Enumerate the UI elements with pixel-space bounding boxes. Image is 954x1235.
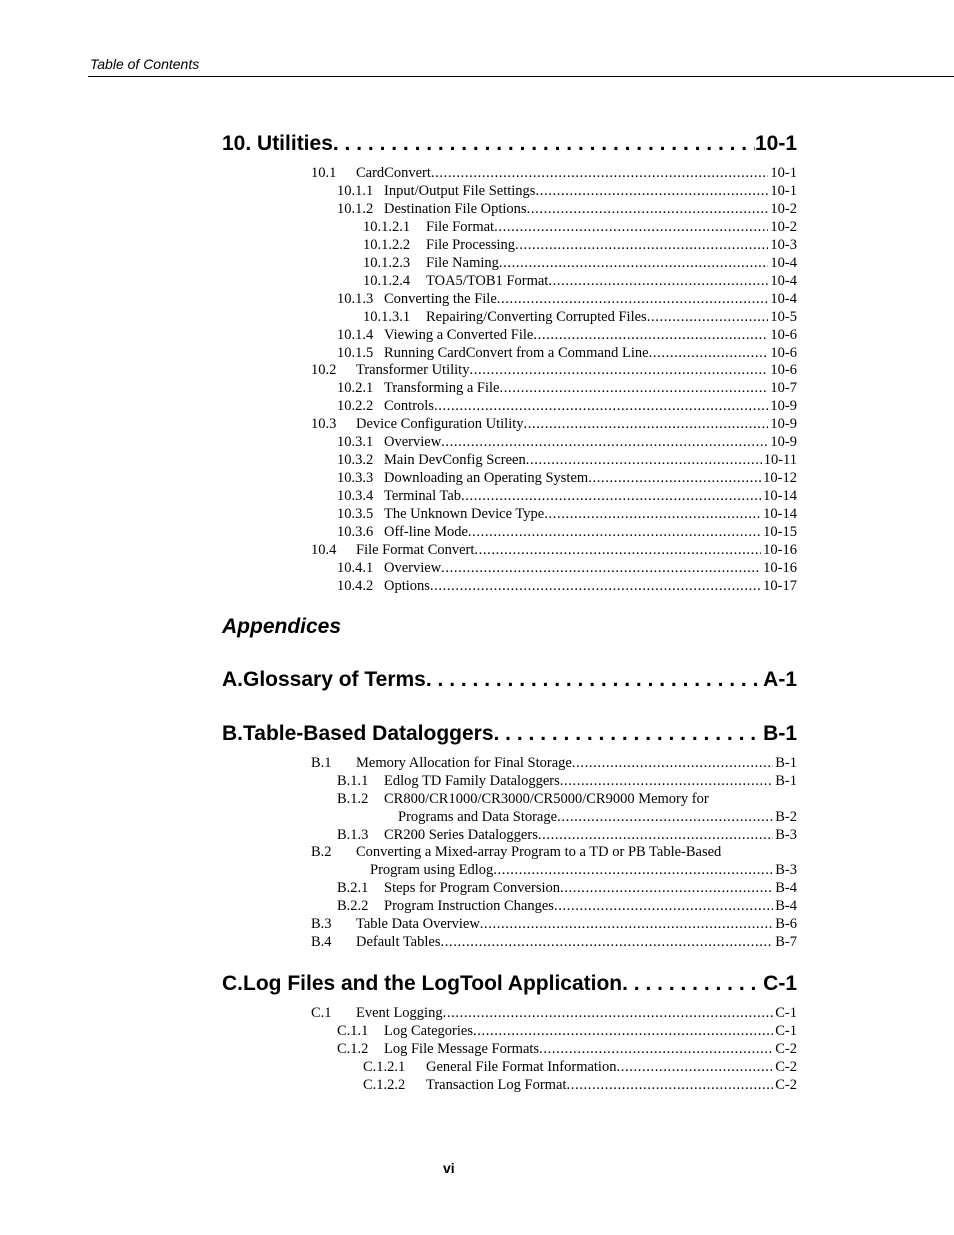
entry-page: 10-11 xyxy=(763,452,797,468)
entry-page: 10-9 xyxy=(770,416,797,432)
entry-page: 10-14 xyxy=(763,506,797,522)
leader-dots xyxy=(473,1022,773,1040)
entry-number: B.2.2 xyxy=(337,898,369,914)
entry-title: File Processing xyxy=(426,237,516,253)
entry-number: 10.4.1 xyxy=(337,560,374,576)
toc-entry[interactable] xyxy=(337,344,797,362)
leader-dots xyxy=(649,344,769,362)
entry-page: B-4 xyxy=(775,880,797,896)
toc-entry[interactable] xyxy=(337,397,797,415)
toc-entry[interactable] xyxy=(337,290,797,308)
entry-title: Transforming a File xyxy=(384,380,500,396)
leader-dots xyxy=(494,721,764,747)
leader-dots xyxy=(539,1040,773,1058)
entry-page: B-7 xyxy=(775,934,797,950)
entry-page: C-1 xyxy=(775,1023,797,1039)
leader-dots xyxy=(622,971,763,997)
toc-entry[interactable] xyxy=(337,897,797,915)
appendix-title: Log Files and the LogTool Application xyxy=(243,972,623,995)
entry-title: Controls xyxy=(384,398,434,414)
toc-entry[interactable] xyxy=(311,361,797,379)
entry-page: B-4 xyxy=(775,898,797,914)
leader-dots xyxy=(497,290,769,308)
appendix-page: C-1 xyxy=(763,972,797,995)
entry-number: 10.3.2 xyxy=(337,452,374,468)
entry-page: 10-2 xyxy=(770,201,797,217)
entry-title: Steps for Program Conversion xyxy=(384,880,560,896)
leader-dots xyxy=(544,505,761,523)
leader-dots xyxy=(499,379,768,397)
toc-entry[interactable] xyxy=(337,772,797,790)
leader-dots xyxy=(548,272,768,290)
entry-title-continued: Program using Edlog xyxy=(370,862,494,878)
entry-title: Log File Message Formats xyxy=(384,1041,540,1057)
entry-page: 10-9 xyxy=(770,398,797,414)
entry-number: 10.2 xyxy=(311,362,337,378)
entry-page: 10-4 xyxy=(770,255,797,271)
leader-dots xyxy=(493,861,773,879)
entry-page: B-2 xyxy=(775,809,797,825)
toc-entry[interactable] xyxy=(337,451,797,469)
entry-title: Options xyxy=(384,578,430,594)
toc-entry[interactable] xyxy=(363,1076,797,1094)
entry-page: 10-1 xyxy=(770,183,797,199)
entry-title: Log Categories xyxy=(384,1023,473,1039)
entry-page: 10-4 xyxy=(770,291,797,307)
chapter-page: 10-1 xyxy=(754,132,797,155)
entry-page: B-3 xyxy=(775,862,797,878)
entry-title: Input/Output File Settings xyxy=(384,183,536,199)
entry-title: Converting the File xyxy=(384,291,497,307)
entry-page: 10-6 xyxy=(770,327,797,343)
toc-entry[interactable] xyxy=(337,200,797,218)
entry-page: 10-9 xyxy=(770,434,797,450)
entry-title: File Format Convert xyxy=(356,542,475,558)
entry-number: 10.1.2.1 xyxy=(363,219,411,235)
running-header: Table of Contents xyxy=(90,56,200,72)
leader-dots xyxy=(616,1058,773,1076)
toc-entry[interactable] xyxy=(337,469,797,487)
entry-number: 10.3.3 xyxy=(337,470,374,486)
entry-title: Device Configuration Utility xyxy=(356,416,524,432)
toc-entry[interactable] xyxy=(337,182,797,200)
leader-dots xyxy=(434,397,768,415)
appendix-heading[interactable] xyxy=(222,971,797,997)
appendix-page: B-1 xyxy=(763,722,797,745)
leader-dots xyxy=(526,451,762,469)
leader-dots xyxy=(443,1004,774,1022)
appendix-letter: B. xyxy=(222,722,243,745)
entry-number: B.1.3 xyxy=(337,827,369,843)
toc-entry[interactable] xyxy=(363,308,797,326)
entry-page: C-2 xyxy=(775,1059,797,1075)
entry-title: Destination File Options xyxy=(384,201,527,217)
entry-number: C.1.2.2 xyxy=(363,1077,406,1093)
toc-entry[interactable] xyxy=(311,754,797,772)
leader-dots xyxy=(524,415,769,433)
entry-number: 10.1.3 xyxy=(337,291,374,307)
entry-page: B-6 xyxy=(775,916,797,932)
entry-page: C-2 xyxy=(775,1041,797,1057)
entry-title: Converting a Mixed-array Program to a TD or PB Table-Based xyxy=(356,844,722,860)
leader-dots xyxy=(515,236,768,254)
entry-number: 10.3.1 xyxy=(337,434,374,450)
entry-number: B.3 xyxy=(311,916,332,932)
entry-page: 10-4 xyxy=(770,273,797,289)
entry-page: 10-5 xyxy=(770,309,797,325)
toc-entry[interactable] xyxy=(311,1004,797,1022)
toc-entry[interactable] xyxy=(337,1040,797,1058)
toc-entry[interactable] xyxy=(311,915,797,933)
entry-number: B.1.2 xyxy=(337,791,369,807)
entry-number: B.2.1 xyxy=(337,880,369,896)
appendix-page: A-1 xyxy=(763,668,797,691)
entry-page: B-3 xyxy=(775,827,797,843)
entry-page: 10-16 xyxy=(763,560,797,576)
leader-dots xyxy=(461,487,761,505)
entry-title: Program Instruction Changes xyxy=(384,898,554,914)
toc-entry-continuation[interactable] xyxy=(398,808,797,826)
entry-page: 10-15 xyxy=(763,524,797,540)
leader-dots xyxy=(494,218,768,236)
toc-entry[interactable] xyxy=(337,326,797,344)
entry-title: File Format xyxy=(426,219,495,235)
toc-entry[interactable] xyxy=(337,487,797,505)
entry-title-continued: Programs and Data Storage xyxy=(398,809,558,825)
toc-entry[interactable] xyxy=(337,433,797,451)
entry-page: C-1 xyxy=(775,1005,797,1021)
entry-number: 10.1.4 xyxy=(337,327,374,343)
toc-entry[interactable] xyxy=(337,559,797,577)
leader-dots xyxy=(426,667,763,693)
entry-number: 10.1.2 xyxy=(337,201,374,217)
leader-dots xyxy=(557,808,773,826)
entry-number: C.1.2 xyxy=(337,1041,369,1057)
leader-dots xyxy=(431,164,769,182)
toc-entry[interactable] xyxy=(337,826,797,844)
toc-entry[interactable] xyxy=(337,577,797,595)
leader-dots xyxy=(566,1076,773,1094)
leader-dots xyxy=(469,361,768,379)
entry-number: 10.2.1 xyxy=(337,380,374,396)
entry-number: 10.3.4 xyxy=(337,488,374,504)
entry-number: C.1.1 xyxy=(337,1023,369,1039)
entry-title: Overview xyxy=(384,560,442,576)
entry-number: 10.1.1 xyxy=(337,183,374,199)
entry-title: TOA5/TOB1 Format xyxy=(426,273,549,289)
entry-page: 10-3 xyxy=(770,237,797,253)
page-number: vi xyxy=(443,1160,455,1176)
leader-dots xyxy=(533,326,768,344)
entry-title: Main DevConfig Screen xyxy=(384,452,526,468)
entry-number: B.1 xyxy=(311,755,332,771)
entry-title: Overview xyxy=(384,434,442,450)
entry-title: Terminal Tab xyxy=(384,488,462,504)
entry-title: Memory Allocation for Final Storage xyxy=(356,755,572,771)
toc-entry-continuation[interactable] xyxy=(370,861,797,879)
appendix-title: Glossary of Terms xyxy=(243,668,426,691)
toc-entry[interactable] xyxy=(363,254,797,272)
entry-page: 10-16 xyxy=(763,542,797,558)
entry-page: 10-14 xyxy=(763,488,797,504)
appendix-title: Table-Based Dataloggers xyxy=(243,722,494,745)
toc-entry[interactable] xyxy=(337,879,797,897)
entry-number: 10.1 xyxy=(311,165,337,181)
entry-number: 10.1.5 xyxy=(337,345,374,361)
toc-entry-first-line[interactable] xyxy=(311,843,721,861)
toc-entry[interactable] xyxy=(337,379,797,397)
toc-entry[interactable] xyxy=(337,505,797,523)
entry-title: Event Logging xyxy=(356,1005,443,1021)
leader-dots xyxy=(554,897,773,915)
entry-number: C.1.2.1 xyxy=(363,1059,406,1075)
entry-title: CardConvert xyxy=(356,165,431,181)
appendix-letter: C. xyxy=(222,972,243,995)
leader-dots xyxy=(538,826,773,844)
entry-page: B-1 xyxy=(775,773,797,789)
leader-dots xyxy=(468,523,761,541)
leader-dots xyxy=(560,772,774,790)
toc-entry[interactable] xyxy=(363,272,797,290)
leader-dots xyxy=(535,182,768,200)
leader-dots xyxy=(480,915,773,933)
appendix-heading[interactable] xyxy=(222,667,797,693)
entry-title: General File Format Information xyxy=(426,1059,617,1075)
entry-number: 10.1.2.3 xyxy=(363,255,411,271)
entry-title: Off-line Mode xyxy=(384,524,468,540)
entry-title: Running CardConvert from a Command Line xyxy=(384,345,649,361)
entry-title: Table Data Overview xyxy=(356,916,480,932)
entry-page: 10-12 xyxy=(763,470,797,486)
toc-entry[interactable] xyxy=(311,415,797,433)
entry-number: 10.4 xyxy=(311,542,337,558)
toc-entry[interactable] xyxy=(337,1022,797,1040)
toc-entry-first-line[interactable] xyxy=(337,790,709,808)
entry-page: C-2 xyxy=(775,1077,797,1093)
entry-number: 10.1.2.2 xyxy=(363,237,411,253)
entry-number: C.1 xyxy=(311,1005,332,1021)
entry-page: 10-1 xyxy=(770,165,797,181)
entry-number: B.1.1 xyxy=(337,773,369,789)
entry-title: Viewing a Converted File xyxy=(384,327,534,343)
toc-entry[interactable] xyxy=(311,164,797,182)
entry-title: Default Tables xyxy=(356,934,441,950)
entry-title: The Unknown Device Type xyxy=(384,506,545,522)
leader-dots xyxy=(560,879,773,897)
toc-entry[interactable] xyxy=(363,218,797,236)
leader-dots xyxy=(647,308,769,326)
entry-page: 10-2 xyxy=(770,219,797,235)
appendix-letter: A. xyxy=(222,668,243,691)
entry-title: CR800/CR1000/CR3000/CR5000/CR9000 Memory for xyxy=(384,791,709,807)
entry-page: 10-17 xyxy=(763,578,797,594)
appendix-heading[interactable] xyxy=(222,721,797,747)
entry-number: 10.3.6 xyxy=(337,524,374,540)
entry-number: 10.2.2 xyxy=(337,398,374,414)
entry-title: CR200 Series Dataloggers xyxy=(384,827,538,843)
entry-title: Downloading an Operating System xyxy=(384,470,589,486)
toc-entry[interactable] xyxy=(311,541,797,559)
entry-title: Transaction Log Format xyxy=(426,1077,567,1093)
entry-number: B.4 xyxy=(311,934,332,950)
leader-dots xyxy=(572,754,773,772)
toc-entry[interactable] xyxy=(337,523,797,541)
entry-title: Edlog TD Family Dataloggers xyxy=(384,773,560,789)
entry-page: 10-7 xyxy=(770,380,797,396)
toc-entry[interactable] xyxy=(363,1058,797,1076)
entry-title: Transformer Utility xyxy=(356,362,470,378)
leader-dots xyxy=(430,577,761,595)
entry-number: 10.3 xyxy=(311,416,337,432)
entry-page: 10-6 xyxy=(770,362,797,378)
leader-dots xyxy=(333,131,755,157)
entry-title: Repairing/Converting Corrupted Files xyxy=(426,309,647,325)
leader-dots xyxy=(440,933,773,951)
chapter-title: 10. Utilities xyxy=(222,132,333,155)
leader-dots xyxy=(588,469,761,487)
entry-number: B.2 xyxy=(311,844,332,860)
leader-dots xyxy=(474,541,761,559)
chapter-heading[interactable] xyxy=(222,131,797,157)
leader-dots xyxy=(499,254,769,272)
toc-entry[interactable] xyxy=(311,933,797,951)
entry-number: 10.3.5 xyxy=(337,506,374,522)
leader-dots xyxy=(527,200,769,218)
entry-title: File Naming xyxy=(426,255,499,271)
leader-dots xyxy=(441,433,768,451)
entry-page: B-1 xyxy=(775,755,797,771)
appendices-heading: Appendices xyxy=(222,615,342,638)
toc-entry[interactable] xyxy=(363,236,797,254)
leader-dots xyxy=(441,559,761,577)
entry-page: 10-6 xyxy=(770,345,797,361)
entry-number: 10.4.2 xyxy=(337,578,374,594)
entry-number: 10.1.3.1 xyxy=(363,309,411,325)
entry-number: 10.1.2.4 xyxy=(363,273,411,289)
